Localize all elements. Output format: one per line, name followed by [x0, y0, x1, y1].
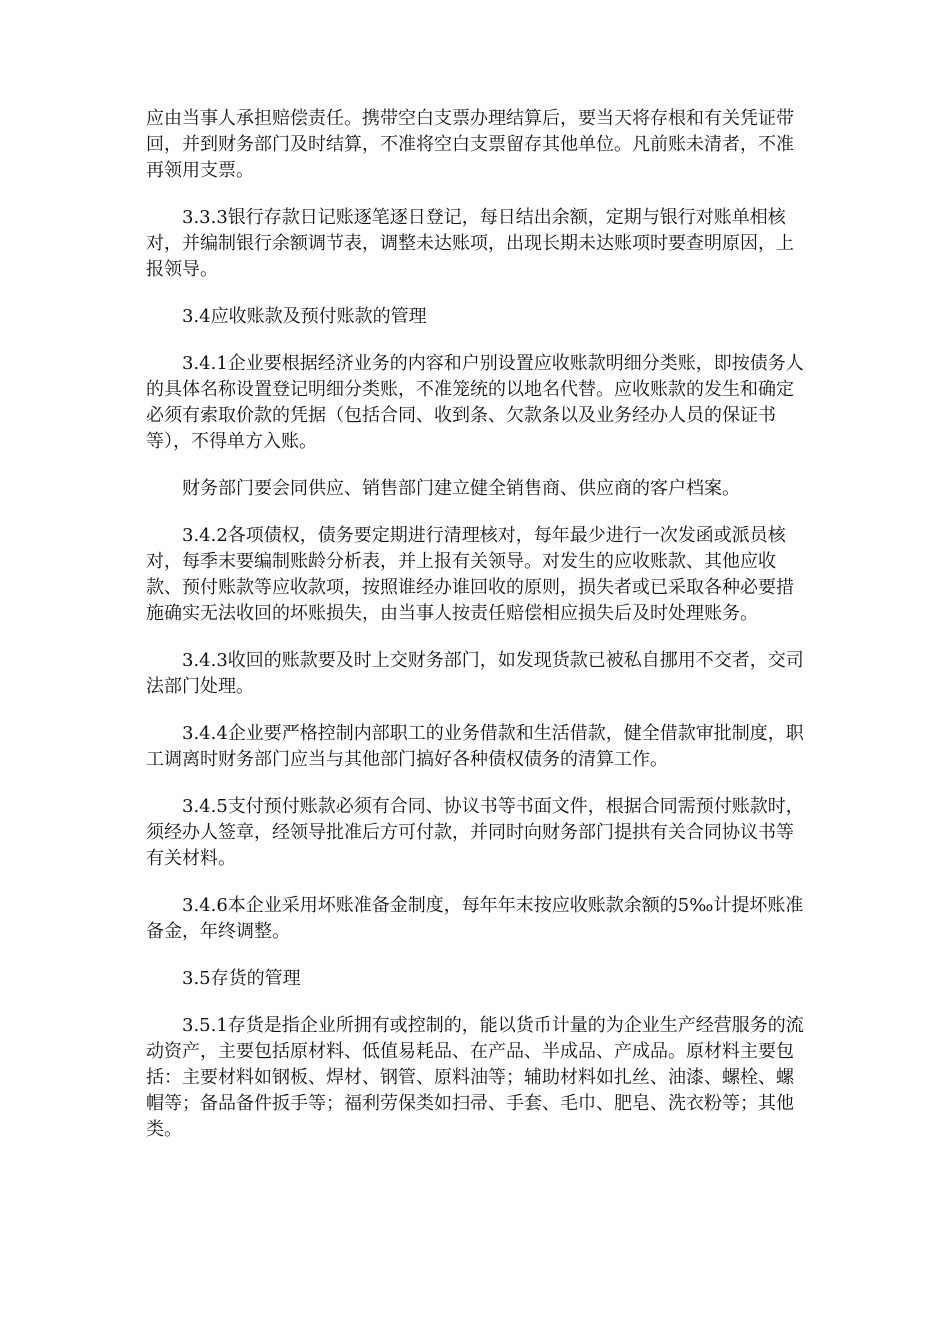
document-page: [146, 106, 806, 1164]
paragraph-customer-files: 财务部门要会同供应、销售部门建立健全销售商、供应商的客户档案。: [182, 478, 740, 499]
paragraph-3-4-4: 3.4.4企业要严格控制内部职工的业务借款和生活借款，健全借款审批制度，职工调离时财务部门应当与其他部门搞好各种债权债务的清算工作。: [146, 723, 804, 770]
paragraph-3-4-1: 3.4.1企业要根据经济业务的内容和户别设置应收账款明细分类账，即按债务人的具体名称设置登记明细分类账，不准笼统的以地名代替。应收账款的发生和确定必须有索取价款的凭据（包括合同、收到条、欠款条以及业务经办人员的保证书等），不得单方入账。: [146, 353, 804, 452]
section-heading-3-4: 3.4应收账款及预付账款的管理: [182, 306, 427, 327]
paragraph-3-4-3: 3.4.3收回的账款要及时上交财务部门，如发现货款已被私自挪用不交者，交司法部门处理。: [146, 650, 804, 697]
paragraph-3-5-1: 3.5.1存货是指企业所拥有或控制的，能以货币计量的为企业生产经营服务的流动资产，主要包括原材料、低值易耗品、在产品、半成品、产成品。原材料主要包括：主要材料如钢板、焊材、钢管、原料油等；辅助材料如扎丝、油漆、螺栓、螺帽等；备品备件扳手等；福利劳保类如扫帚、手套、毛巾、肥皂、洗衣粉等；其他类。: [146, 1015, 804, 1140]
paragraph-payment-liability: 应由当事人承担赔偿责任。携带空白支票办理结算后，要当天将存根和有关凭证带回，并到财务部门及时结算，不准将空白支票留存其他单位。凡前账未清者，不准再领用支票。: [146, 108, 794, 181]
paragraph-3-3-3: 3.3.3银行存款日记账逐笔逐日登记，每日结出余额，定期与银行对账单相核对，并编制银行余额调节表，调整未达账项，出现长期未达账项时要查明原因，上报领导。: [146, 207, 794, 280]
paragraph-3-4-6: 3.4.6本企业采用坏账准备金制度，每年年末按应收账款余额的5‰计提坏账准备金，年终调整。: [146, 895, 804, 942]
paragraph-3-4-2: 3.4.2各项债权，债务要定期进行清理核对，每年最少进行一次发函或派员核对，每季末要编制账龄分析表，并上报有关领导。对发生的应收账款、其他应收款、预付账款等应收款项，按照谁经办谁回收的原则，损失者或已采取各种必要措施确实无法收回的坏账损失，由当事人按责任赔偿相应损失后及时处理账务。: [146, 525, 794, 624]
section-heading-3-5: 3.5存货的管理: [182, 968, 301, 989]
paragraph-3-4-5: 3.4.5支付预付账款必须有合同、协议书等书面文件，根据合同需预付账款时，须经办人签章，经领导批准后方可付款，并同时向财务部门提拱有关合同协议书等有关材料。: [146, 796, 804, 869]
